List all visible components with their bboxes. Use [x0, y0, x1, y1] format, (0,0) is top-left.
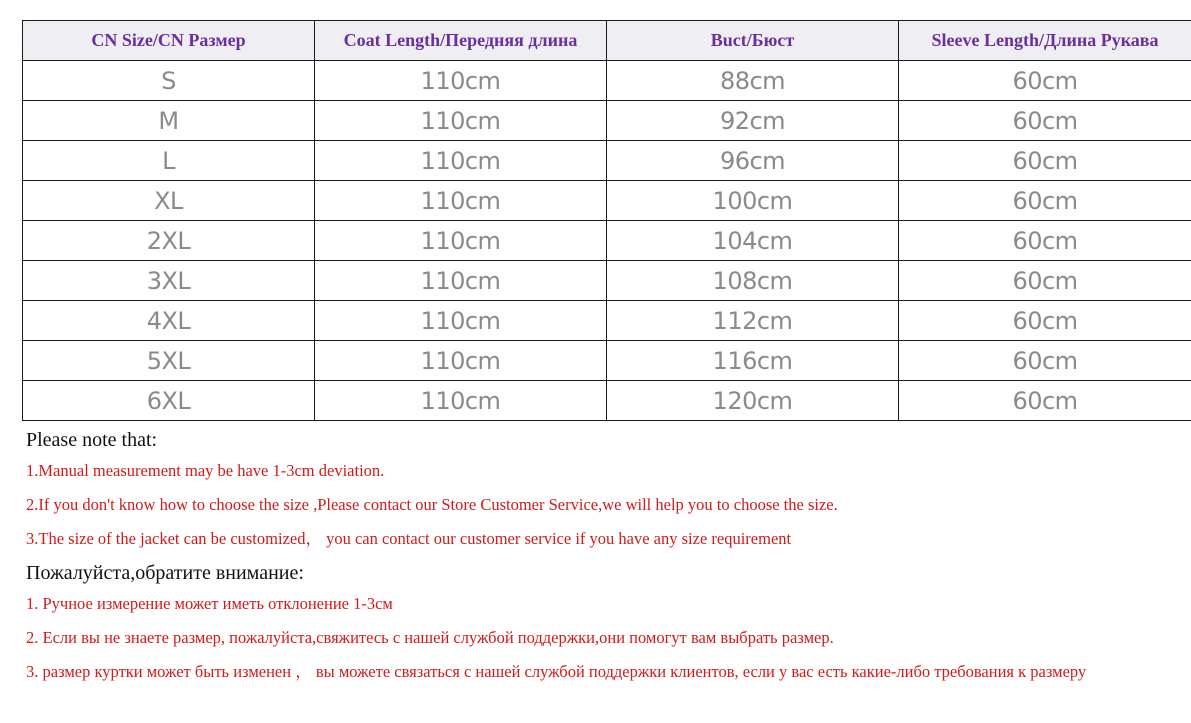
- header-bust: Buct/Бюст: [607, 21, 899, 61]
- size-cell: 2XL: [23, 221, 315, 261]
- table-row: [23, 101, 1191, 141]
- header-sleeve-length: Sleeve Length/Длина Рукава: [899, 21, 1191, 61]
- bust-cell: 108cm: [607, 261, 899, 301]
- size-cell: S: [23, 61, 315, 101]
- note-english-2: 2.If you don't know how to choose the size ,Please contact our Store Customer Service,we will help you to choose the size.: [26, 495, 838, 514]
- note-russian-3: 3. размер куртки может быть изменен ， вы можете связаться с нашей службой поддержки клиентов, если у вас есть какие-либо требования к размеру: [26, 662, 1087, 681]
- coat-length-cell: 110cm: [315, 221, 607, 261]
- table-row: [23, 61, 1191, 101]
- size-cell: XL: [23, 181, 315, 221]
- bust-cell: 96cm: [607, 141, 899, 181]
- note-english-1: 1.Manual measurement may be have 1-3cm deviation.: [26, 461, 385, 480]
- note-english-3: 3.The size of the jacket can be customized， you can contact our customer service if you have any size requirement: [26, 529, 792, 548]
- sleeve-length-cell: 60cm: [899, 341, 1191, 381]
- bust-cell: 120cm: [607, 381, 899, 421]
- table-row: [23, 261, 1191, 301]
- notes-heading-russian: Пожалуйста,обратите внимание:: [26, 562, 304, 584]
- table-row: [23, 221, 1191, 261]
- size-cell: 3XL: [23, 261, 315, 301]
- coat-length-cell: 110cm: [315, 181, 607, 221]
- bust-cell: 88cm: [607, 61, 899, 101]
- bust-cell: 104cm: [607, 221, 899, 261]
- header-coat-length: Coat Length/Передняя длина: [315, 21, 607, 61]
- sleeve-length-cell: 60cm: [899, 141, 1191, 181]
- size-cell: M: [23, 101, 315, 141]
- table-row: [23, 301, 1191, 341]
- sleeve-length-cell: 60cm: [899, 61, 1191, 101]
- sleeve-length-cell: 60cm: [899, 181, 1191, 221]
- table-row: [23, 141, 1191, 181]
- coat-length-cell: 110cm: [315, 61, 607, 101]
- sleeve-length-cell: 60cm: [899, 301, 1191, 341]
- size-chart-table: [22, 20, 1191, 421]
- size-cell: 5XL: [23, 341, 315, 381]
- size-cell: 6XL: [23, 381, 315, 421]
- sleeve-length-cell: 60cm: [899, 221, 1191, 261]
- note-russian-1: 1. Ручное измерение может иметь отклонение 1-3см: [26, 594, 393, 613]
- coat-length-cell: 110cm: [315, 261, 607, 301]
- bust-cell: 92cm: [607, 101, 899, 141]
- table-header-row: [23, 21, 1191, 61]
- coat-length-cell: 110cm: [315, 301, 607, 341]
- header-cn-size: CN Size/CN Размер: [23, 21, 315, 61]
- coat-length-cell: 110cm: [315, 381, 607, 421]
- notes-heading-english: Please note that:: [26, 429, 158, 451]
- coat-length-cell: 110cm: [315, 341, 607, 381]
- sleeve-length-cell: 60cm: [899, 261, 1191, 301]
- bust-cell: 112cm: [607, 301, 899, 341]
- sleeve-length-cell: 60cm: [899, 381, 1191, 421]
- bust-cell: 100cm: [607, 181, 899, 221]
- coat-length-cell: 110cm: [315, 141, 607, 181]
- table-row: [23, 181, 1191, 221]
- table-row: [23, 341, 1191, 381]
- table-row: [23, 381, 1191, 421]
- size-cell: 4XL: [23, 301, 315, 341]
- note-russian-2: 2. Если вы не знаете размер, пожалуйста,свяжитесь с нашей службой поддержки,они помогут вам выбрать размер.: [26, 628, 834, 647]
- size-cell: L: [23, 141, 315, 181]
- coat-length-cell: 110cm: [315, 101, 607, 141]
- notes-section: [26, 426, 1191, 689]
- bust-cell: 116cm: [607, 341, 899, 381]
- sleeve-length-cell: 60cm: [899, 101, 1191, 141]
